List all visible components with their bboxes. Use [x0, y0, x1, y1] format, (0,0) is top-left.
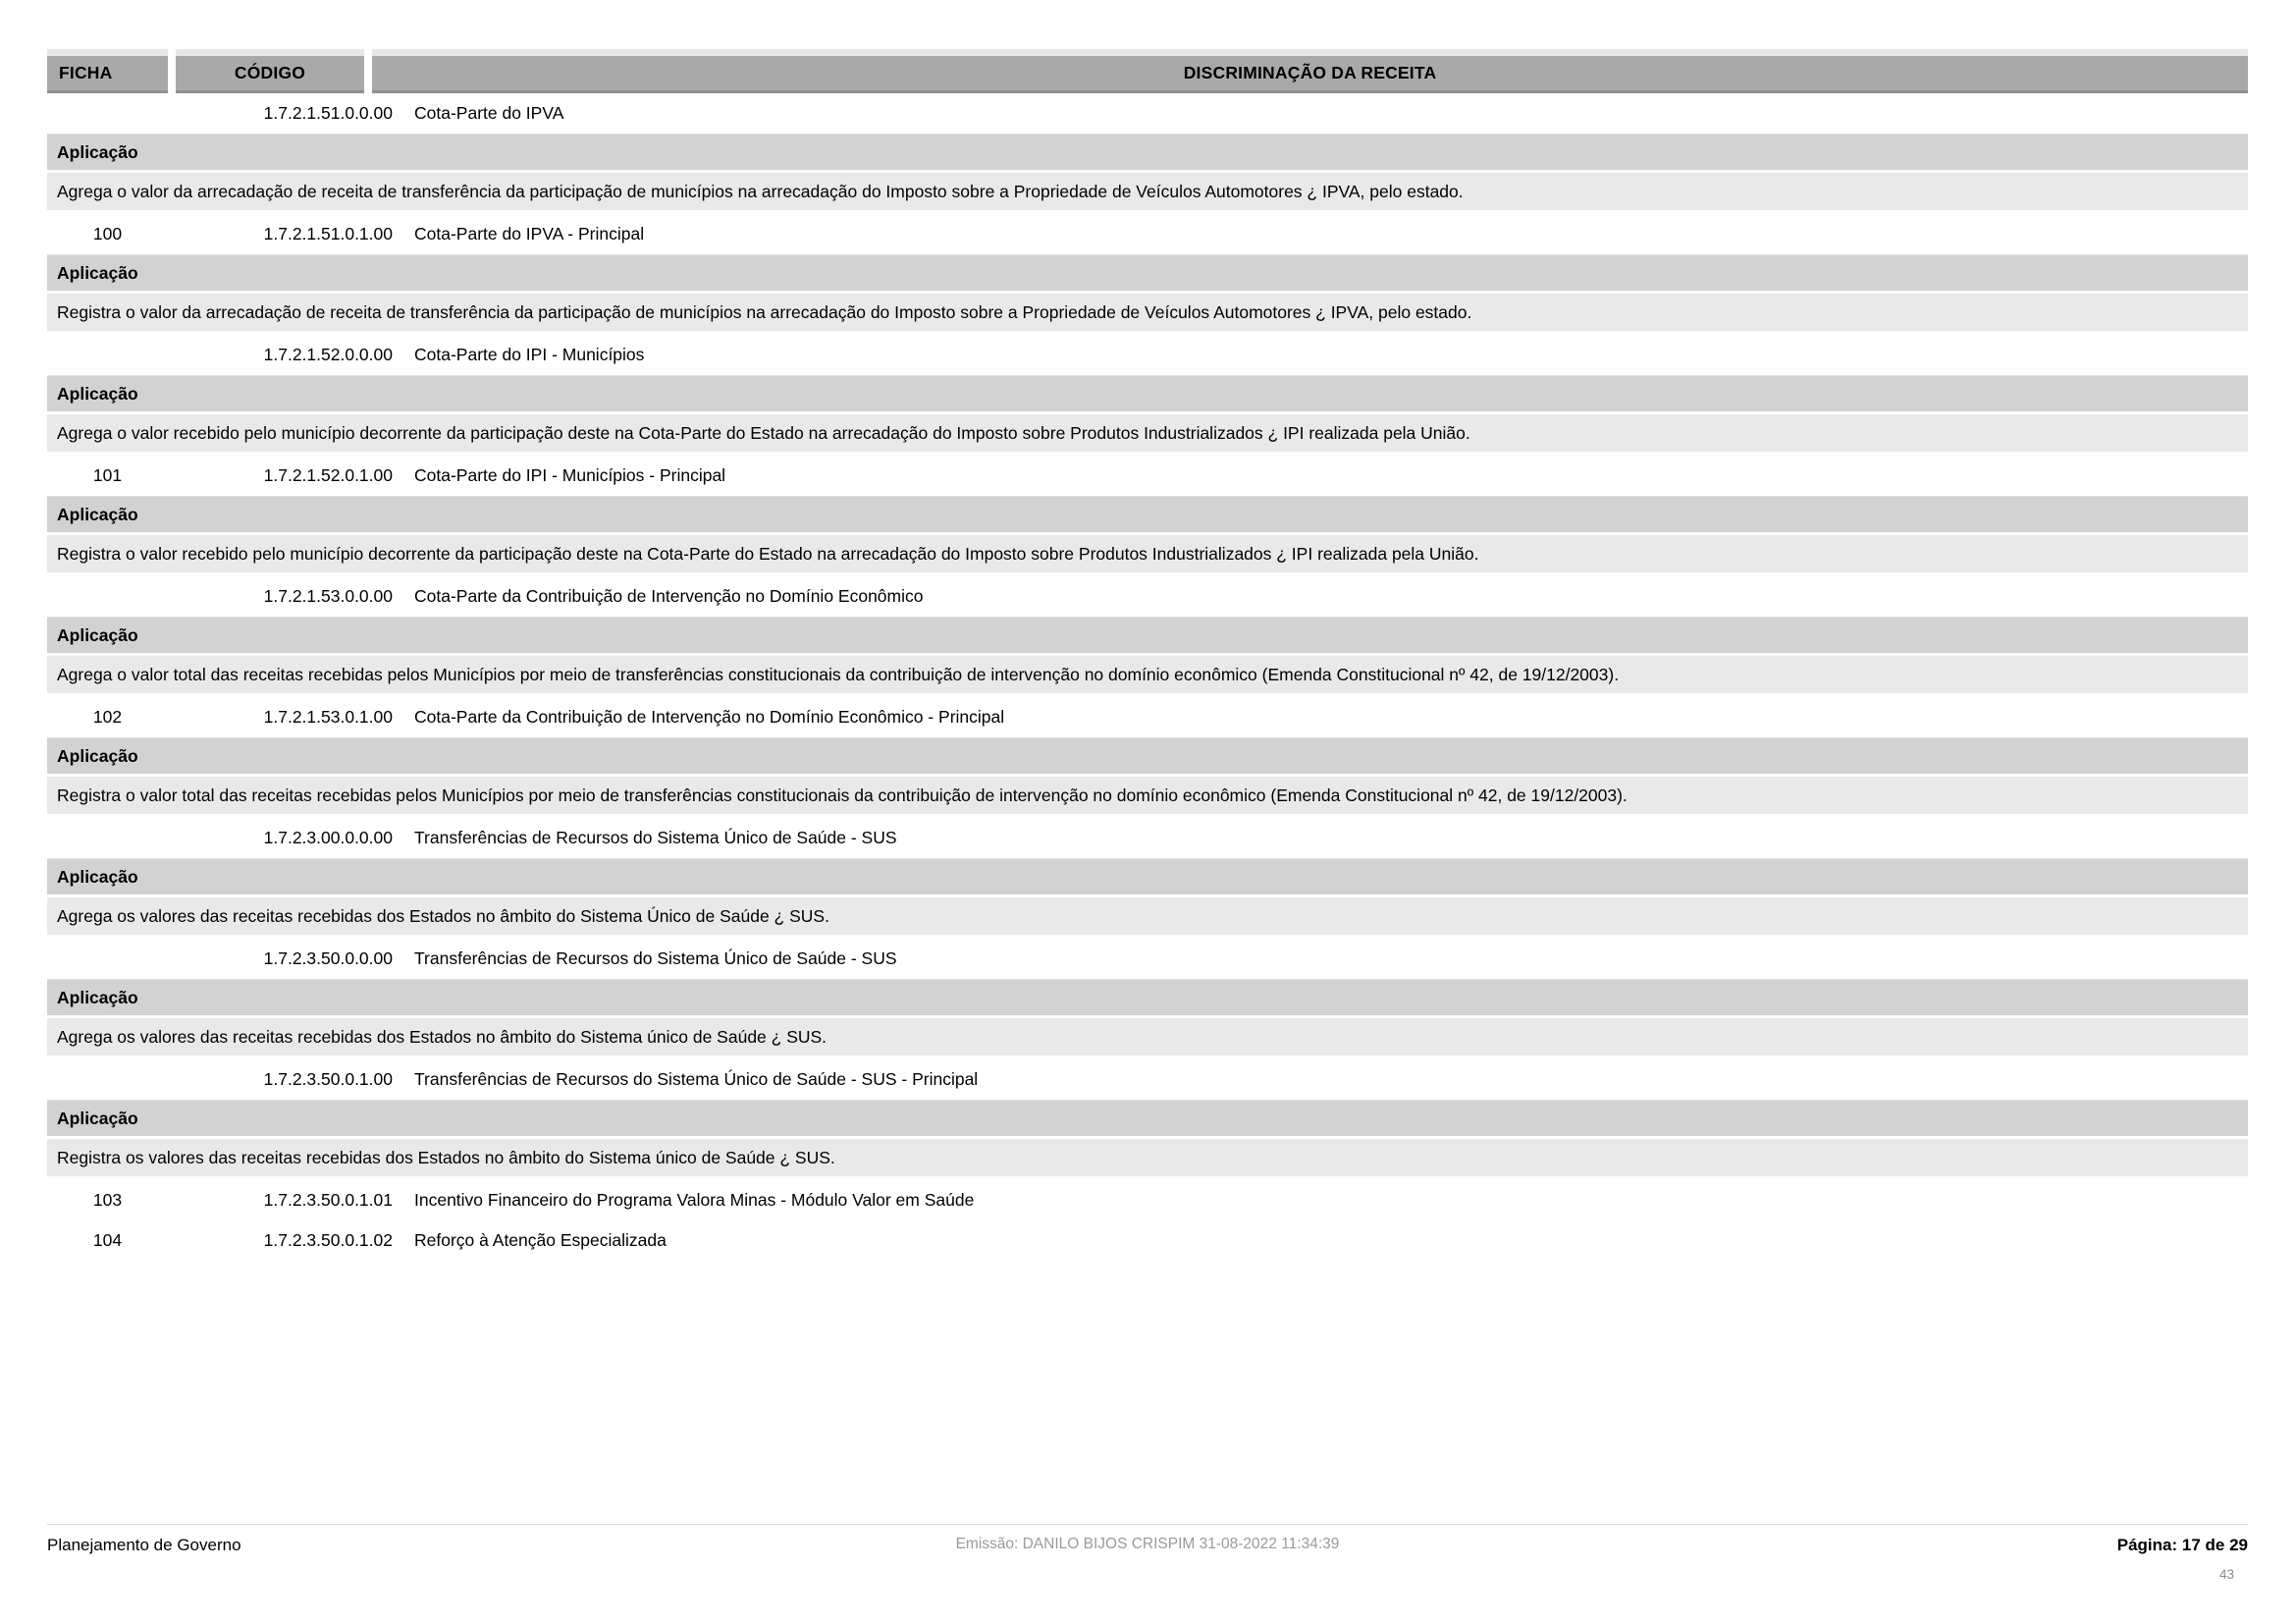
- aplicacao-row: Aplicação: [47, 496, 2248, 532]
- codigo-cell: 1.7.2.1.53.0.0.00: [263, 586, 393, 606]
- description-row: Registra o valor total das receitas recebidas pelos Municípios por meio de transferências constitucionais da contribuição de intervenção no domínio econômico (Emenda Constitucional nº 42, de 19/12/2003).: [47, 777, 2248, 814]
- aplicacao-row: Aplicação: [47, 979, 2248, 1015]
- description-row: Agrega o valor recebido pelo município decorrente da participação deste na Cota-Parte do Estado na arrecadação do Imposto sobre Produtos Industrializados ¿ IPI realizada pela União.: [47, 414, 2248, 452]
- aplicacao-row: Aplicação: [47, 858, 2248, 894]
- codigo-cell: 1.7.2.1.51.0.0.00: [263, 103, 393, 123]
- table-row: [47, 576, 2248, 617]
- table-row: [47, 214, 2248, 254]
- descricao-cell: Cota-Parte do IPI - Municípios: [414, 345, 645, 364]
- table-row: [47, 335, 2248, 375]
- description-row: Agrega o valor total das receitas recebidas pelos Municípios por meio de transferências constitucionais da contribuição de intervenção no domínio econômico (Emenda Constitucional nº 42, de 19/12/2003).: [47, 656, 2248, 693]
- aplicacao-row: Aplicação: [47, 134, 2248, 170]
- table-header-row: [47, 49, 2248, 93]
- descricao-cell: Transferências de Recursos do Sistema Único de Saúde - SUS: [414, 948, 897, 968]
- aplicacao-row: Aplicação: [47, 617, 2248, 653]
- description-row: Agrega o valor da arrecadação de receita de transferência da participação de municípios na arrecadação do Imposto sobre a Propriedade de Veículos Automotores ¿ IPVA, pelo estado.: [47, 173, 2248, 210]
- footer-corner-page-number: 43: [2218, 1567, 2234, 1582]
- table-row: [47, 939, 2248, 979]
- footer-report-title: Planejamento de Governo: [47, 1536, 241, 1554]
- table-row: [47, 818, 2248, 858]
- table-body: [47, 93, 2248, 1261]
- descricao-cell: Transferências de Recursos do Sistema Único de Saúde - SUS: [414, 828, 897, 847]
- descricao-cell: Cota-Parte da Contribuição de Intervenção no Domínio Econômico - Principal: [414, 707, 1005, 727]
- header-discriminacao: DISCRIMINAÇÃO DA RECEITA: [372, 49, 2248, 93]
- codigo-cell: 1.7.2.3.50.0.1.00: [263, 1069, 393, 1089]
- ficha-cell: 104: [92, 1230, 123, 1250]
- footer-page-indicator: Página: 17 de 29: [2116, 1536, 2248, 1554]
- ficha-cell: 102: [92, 707, 123, 727]
- table-row: [47, 1059, 2248, 1100]
- table-row: [47, 93, 2248, 134]
- codigo-cell: 1.7.2.1.52.0.1.00: [263, 465, 393, 485]
- descricao-cell: Cota-Parte do IPVA: [414, 103, 564, 123]
- footer-emission-info: Emissão: DANILO BIJOS CRISPIM 31-08-2022 11:34:39: [955, 1536, 1340, 1552]
- description-row: Agrega os valores das receitas recebidas dos Estados no âmbito do Sistema único de Saúde ¿ SUS.: [47, 1018, 2248, 1055]
- header-ficha: FICHA: [47, 49, 168, 93]
- codigo-cell: 1.7.2.3.00.0.0.00: [263, 828, 393, 847]
- table-row: [47, 1180, 2248, 1220]
- descricao-cell: Reforço à Atenção Especializada: [414, 1230, 667, 1250]
- ficha-cell: 103: [92, 1190, 123, 1210]
- aplicacao-row: Aplicação: [47, 737, 2248, 774]
- codigo-cell: 1.7.2.1.51.0.1.00: [263, 224, 393, 243]
- table-row: [47, 456, 2248, 496]
- page-footer: [47, 1524, 2248, 1582]
- report-table: [47, 49, 2248, 1261]
- table-row: [47, 697, 2248, 737]
- codigo-cell: 1.7.2.3.50.0.0.00: [263, 948, 393, 968]
- descricao-cell: Incentivo Financeiro do Programa Valora Minas - Módulo Valor em Saúde: [414, 1190, 975, 1210]
- description-row: Registra os valores das receitas recebidas dos Estados no âmbito do Sistema único de Saúde ¿ SUS.: [47, 1139, 2248, 1176]
- header-codigo: CÓDIGO: [176, 49, 364, 93]
- description-row: Registra o valor da arrecadação de receita de transferência da participação de municípios na arrecadação do Imposto sobre a Propriedade de Veículos Automotores ¿ IPVA, pelo estado.: [47, 294, 2248, 331]
- codigo-cell: 1.7.2.1.52.0.0.00: [263, 345, 393, 364]
- descricao-cell: Cota-Parte do IPVA - Principal: [414, 224, 645, 243]
- codigo-cell: 1.7.2.1.53.0.1.00: [263, 707, 393, 727]
- description-row: Registra o valor recebido pelo município decorrente da participação deste na Cota-Parte do Estado na arrecadação do Imposto sobre Produtos Industrializados ¿ IPI realizada pela União.: [47, 535, 2248, 572]
- aplicacao-row: Aplicação: [47, 375, 2248, 411]
- descricao-cell: Cota-Parte do IPI - Municípios - Principal: [414, 465, 726, 485]
- ficha-cell: 100: [92, 224, 123, 243]
- footer-page-block: [1522, 1536, 2248, 1582]
- description-row: Agrega os valores das receitas recebidas dos Estados no âmbito do Sistema Único de Saúde ¿ SUS.: [47, 897, 2248, 935]
- ficha-cell: 101: [92, 465, 123, 485]
- table-row: [47, 1220, 2248, 1261]
- descricao-cell: Cota-Parte da Contribuição de Intervenção no Domínio Econômico: [414, 586, 924, 606]
- codigo-cell: 1.7.2.3.50.0.1.02: [263, 1230, 393, 1250]
- codigo-cell: 1.7.2.3.50.0.1.01: [263, 1190, 393, 1210]
- aplicacao-row: Aplicação: [47, 254, 2248, 291]
- descricao-cell: Transferências de Recursos do Sistema Único de Saúde - SUS - Principal: [414, 1069, 979, 1089]
- aplicacao-row: Aplicação: [47, 1100, 2248, 1136]
